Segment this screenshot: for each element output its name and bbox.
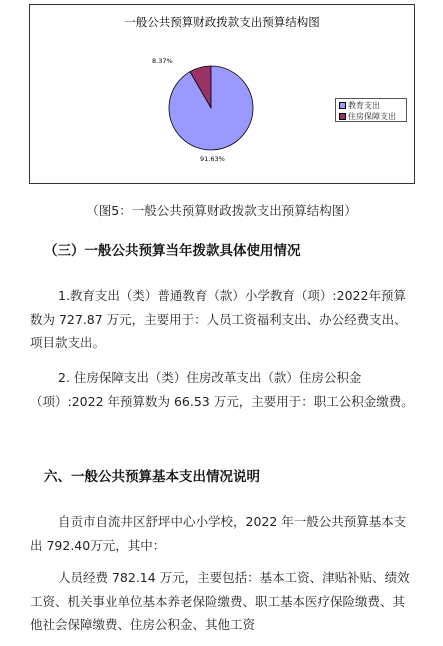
section-heading-6: 六、一般公共预算基本支出情况说明: [44, 469, 260, 485]
paragraph: 自贡市自流井区舒坪中心小学校，2022 年一般公共预算基本支出 792.40万元，其中：: [30, 514, 407, 553]
paragraph: 1.教育支出（类）普通教育（款）小学教育（项）:2022年预算数为 727.87 万元，主要用于：人员工资福利支出、办公经费支出、项目款支出。: [30, 288, 407, 350]
figure-caption: （图5：一般公共预算财政拨款支出预算结构图）: [86, 203, 357, 218]
chart-title: 一般公共预算财政拨款支出预算结构图: [124, 15, 320, 29]
slice-label-housing: 8.37%: [152, 57, 173, 65]
paragraph: 2. 住房保障支出（类）住房改革支出（款）住房公积金（项）:2022 年预算数为 66.53 万元，主要用于：职工公积金缴费。: [30, 370, 414, 409]
legend-label: 教育支出: [348, 101, 380, 110]
pie-slice-education: [169, 66, 253, 150]
slice-label-education: 91.63%: [200, 155, 225, 163]
legend-item-education: [339, 100, 406, 111]
chart-frame: [29, 4, 415, 184]
chart-legend: [335, 98, 407, 122]
legend-swatch: [339, 102, 346, 109]
section-heading-3: （三）一般公共预算当年拨款具体使用情况: [44, 243, 301, 259]
legend-item-housing: [339, 111, 406, 122]
legend-swatch: [339, 113, 346, 120]
paragraph: 人员经费 782.14 万元，主要包括：基本工资、津贴补贴、绩效工资、机关事业单位基本养老保险缴费、职工基本医疗保险缴费、其他社会保障缴费、住房公积金、其他工资: [30, 570, 410, 632]
legend-label: 住房保障支出: [348, 112, 396, 121]
